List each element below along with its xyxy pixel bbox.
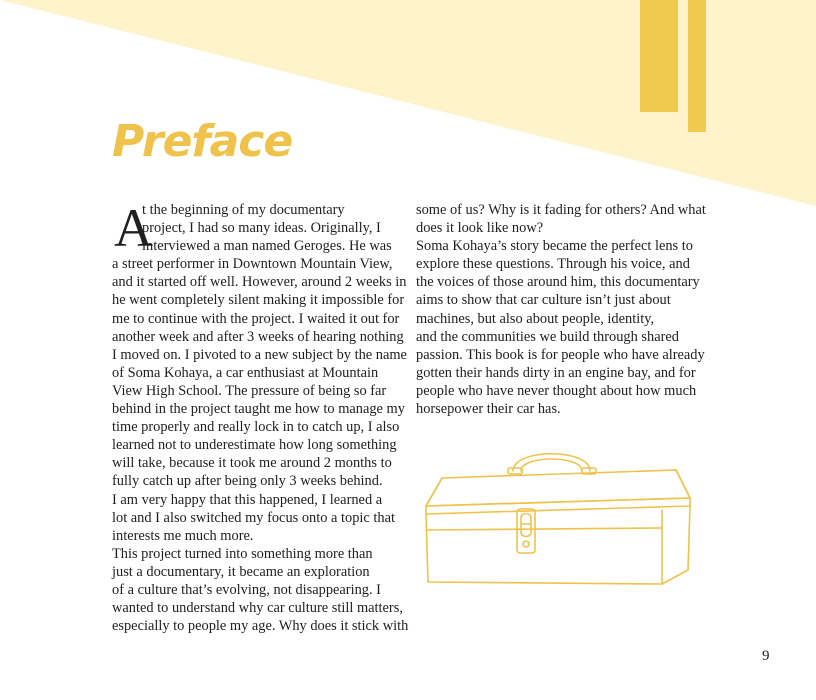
text-line: horsepower their car has.: [416, 401, 561, 418]
text-line: aims to show that car culture isn’t just about: [416, 292, 671, 309]
text-line: fully catch up after being only 3 weeks behind.: [112, 473, 383, 490]
text-line: wanted to understand why car culture still matters,: [112, 600, 403, 617]
text-line: Soma Kohaya’s story became the perfect lens to: [416, 238, 693, 255]
text-line: interests me much more.: [112, 527, 254, 544]
toolbox-icon: [418, 446, 704, 592]
page-number: 9: [762, 648, 770, 664]
text-line: interviewed a man named Geroges. He was: [142, 238, 392, 255]
text-line: passion. This book is for people who have already: [416, 346, 705, 363]
text-line: I am very happy that this happened, I learned a: [112, 491, 383, 508]
text-line: explore these questions. Through his voice, and: [416, 256, 690, 273]
text-line: of a culture that’s evolving, not disappearing. I: [112, 581, 381, 598]
text-line: t the beginning of my documentary: [142, 202, 345, 218]
text-line: I moved on. I pivoted to a new subject by the name: [112, 346, 407, 363]
text-column-left: [112, 198, 412, 635]
text-line: of Soma Kohaya, a car enthusiast at Mountain: [112, 364, 379, 381]
text-line: learned not to underestimate how long something: [112, 437, 397, 454]
accent-bar-right: [688, 0, 706, 132]
text-line: me to continue with the project. I waited it out for: [112, 310, 400, 327]
text-line: and the communities we build through shared: [416, 328, 679, 345]
text-line: does it look like now?: [416, 220, 544, 237]
text-line: just a documentary, it became an exploration: [112, 563, 370, 580]
text-line: time properly and really lock in to catch up, I also: [112, 419, 400, 436]
text-line: some of us? Why is it fading for others? And what: [416, 202, 706, 218]
text-line: machines, but also about people, identity,: [416, 310, 655, 327]
accent-bar-left: [640, 0, 678, 112]
text-line: people who have never thought about how much: [416, 382, 697, 399]
text-line: and it started off well. However, around 2 weeks in: [112, 274, 407, 291]
text-line: gotten their hands dirty in an engine bay, and for: [416, 364, 696, 381]
text-line: View High School. The pressure of being so far: [112, 382, 387, 399]
text-line: will take, because it took me around 2 months to: [112, 455, 392, 472]
text-line: lot and I also switched my focus onto a topic that: [112, 509, 395, 526]
drop-cap: A: [114, 198, 153, 258]
text-line: the voices of those around him, this documentary: [416, 274, 700, 291]
text-line: project, I had so many ideas. Originally, I: [142, 220, 381, 237]
text-line: This project turned into something more than: [112, 545, 373, 562]
text-line: another week and after 3 weeks of hearing nothing: [112, 328, 404, 345]
text-line: a street performer in Downtown Mountain View,: [112, 256, 393, 273]
text-column-right: [416, 201, 716, 418]
page-title: Preface: [112, 116, 293, 167]
text-line: especially to people my age. Why does it stick with: [112, 618, 409, 635]
text-line: behind in the project taught me how to manage my: [112, 401, 405, 418]
text-line: he went completely silent making it impossible for: [112, 292, 405, 309]
